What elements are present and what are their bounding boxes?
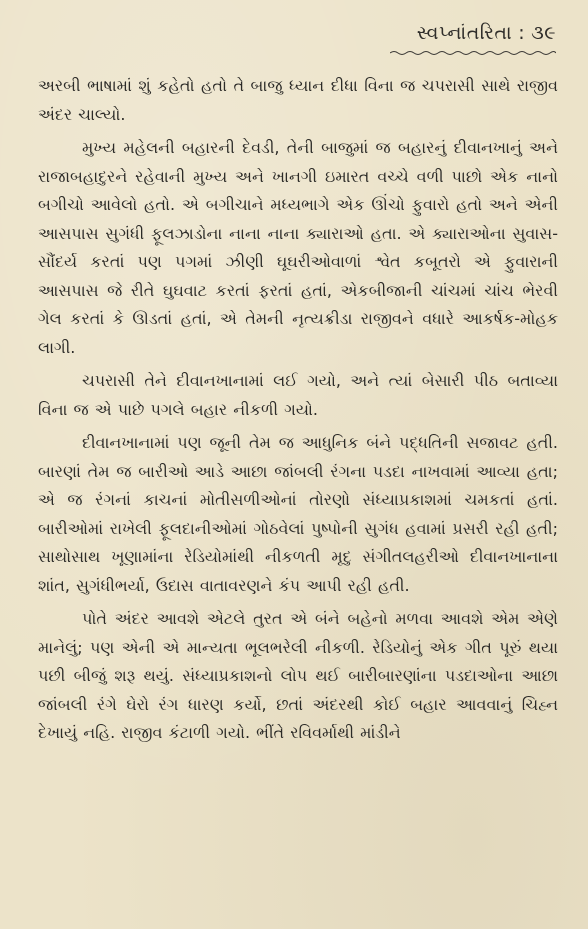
page-text <box>38 72 558 748</box>
running-header <box>417 22 556 44</box>
chapter-title: સ્વપ્નાંતરિતા <box>416 22 513 44</box>
paragraph-3: ચપરાસી તેને દીવાનખાનામાં લઈ ગયો, અને ત્યાં બેસારી પીઠ બતાવ્યા વિના જ એ પાછે પગલે બહાર નીકળી ગયો. <box>38 371 558 419</box>
header-wavy-rule <box>390 50 556 56</box>
page-number: ૩૯ <box>531 22 556 44</box>
header-separator: : <box>518 22 526 44</box>
paragraph-1: અરબી ભાષામાં શું કહેતો હતો તે બાજુ ધ્યાન દીધા વિના જ ચપરાસી સાથે રાજીવ અંદર ચાલ્યો. <box>38 76 558 124</box>
paragraph-5: પોતે અંદર આવશે એટલે તુરત એ બંને બહેનો મળવા આવશે એમ એણે માનેલું; પણ એની એ માન્યતા ભૂલભરેલી નીકળી. રેડિયોનું એક ગીત પૂરું થયા પછી બીજું શરૂ થયું. સંધ્યાપ્રકાશનો લોપ થઈ બારીબારણાંના પડદાઓના આછા જાંબલી રંગે ઘેરો રંગ ધારણ કર્યો, છતાં અંદરથી કોઈ બહાર આવવાનું ચિહ્ન દેખાયું નહિ. રાજીવ કંટાળી ગયો. ભીંતે રવિવર્માથી માંડીને <box>38 609 558 742</box>
paragraph-2: મુખ્ય મહેલની બહારની દેવડી, તેની બાજુમાં જ બહારનું દીવાનખાનું અને રાજાબહાદુરને રહેવાની મુખ્ય અને ખાનગી ઇમારત વચ્ચે વળી પાછો એક નાનો બગીચો આવેલો હતો. એ બગીચાને મધ્યભાગે એક ઊંચો ફુવારો હતો અને એની આસપાસ સુગંધી ફૂલઝાડોના નાના નાના ક્યારાઓ હતા. એ ક્યારાઓના સુવાસ-સૌંદર્ય કરતાં પણ પગમાં ઝીણી ઘૂઘરીઓવાળાં શ્વેત કબૂતરો એ ફુવારાની આસપાસ જે રીતે ઘુઘવાટ કરતાં ફરતાં હતાં, એકબીજાની ચાંચમાં ચાંચ ભેરવી ગેલ કરતાં કે ઊડતાં હતાં, એ તેમની નૃત્યક્રીડા રાજીવને વધારે આકર્ષક-મોહક લાગી. <box>38 138 558 357</box>
paragraph-4: દીવાનખાનામાં પણ જૂની તેમ જ આધુનિક બંને પદ્ધતિની સજાવટ હતી. બારણાં તેમ જ બારીઓ આડે આછા જાંબલી રંગના પડદા નાખવામાં આવ્યા હતા; એ જ રંગનાં કાચનાં મોતીસળીઓનાં તોરણો સંધ્યાપ્રકાશમાં ચમકતાં હતાં. બારીઓમાં રાખેલી ફૂલદાનીઓમાં ગોઠવેલાં પુષ્પોની સુગંધ હવામાં પ્રસરી રહી હતી; સાથોસાથ ખૂણામાંના રેડિયોમાંથી નીકળતી મૃદુ સંગીતલહરીઓ દીવાનખાનાના શાંત, સુગંધીભર્યા, ઉદાસ વાતાવરણને કંપ આપી રહી હતી. <box>38 433 558 595</box>
